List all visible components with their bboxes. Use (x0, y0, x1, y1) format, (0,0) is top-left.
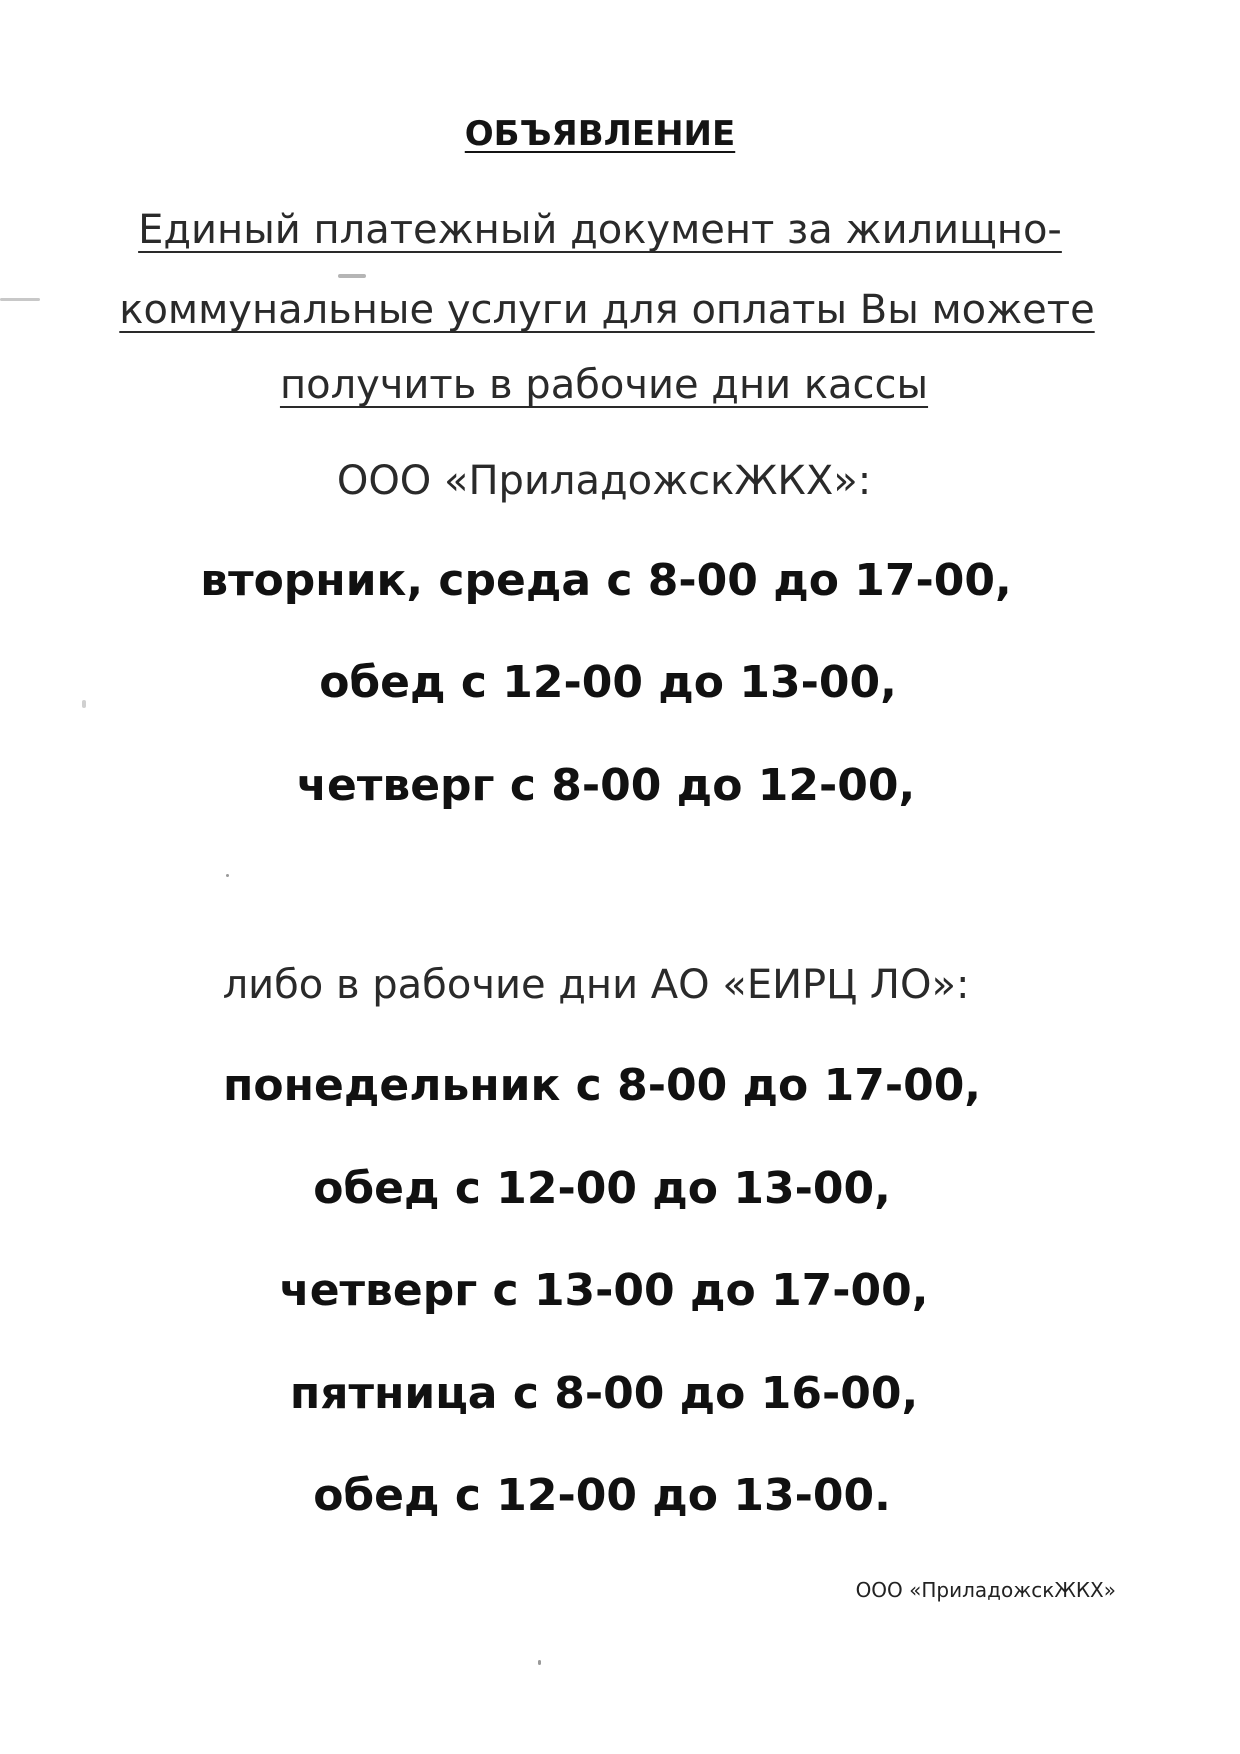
scan-mark (0, 298, 40, 301)
scan-mark (538, 1660, 541, 1665)
schedule-line: четверг с 13-00 до 17-00, (279, 1265, 929, 1316)
first-organization: ООО «ПриладожскЖКХ»: (336, 458, 872, 504)
schedule-line: обед с 12-00 до 13-00. (313, 1470, 891, 1521)
schedule-line: четверг с 8-00 до 12-00, (296, 760, 916, 811)
document-title: ОБЪЯВЛЕНИЕ (464, 114, 736, 154)
schedule-line: вторник, среда с 8-00 до 17-00, (200, 555, 1012, 606)
scan-mark (82, 700, 86, 708)
intro-line-1: Единый платежный документ за жилищно- (138, 207, 1062, 253)
schedule-line: обед с 12-00 до 13-00, (319, 657, 897, 708)
intro-line-2: коммунальные услуги для оплаты Вы можете (119, 287, 1095, 333)
schedule-line: понедельник с 8-00 до 17-00, (222, 1060, 982, 1111)
intro-line-3: получить в рабочие дни кассы (279, 362, 929, 408)
signature: ООО «ПриладожскЖКХ» (855, 1578, 1116, 1602)
scan-mark (338, 274, 366, 278)
schedule-line: обед с 12-00 до 13-00, (313, 1163, 891, 1214)
schedule-line: пятница с 8-00 до 16-00, (289, 1368, 919, 1419)
alternative-organization: либо в рабочие дни АО «ЕИРЦ ЛО»: (222, 962, 970, 1008)
scan-mark (226, 874, 229, 877)
